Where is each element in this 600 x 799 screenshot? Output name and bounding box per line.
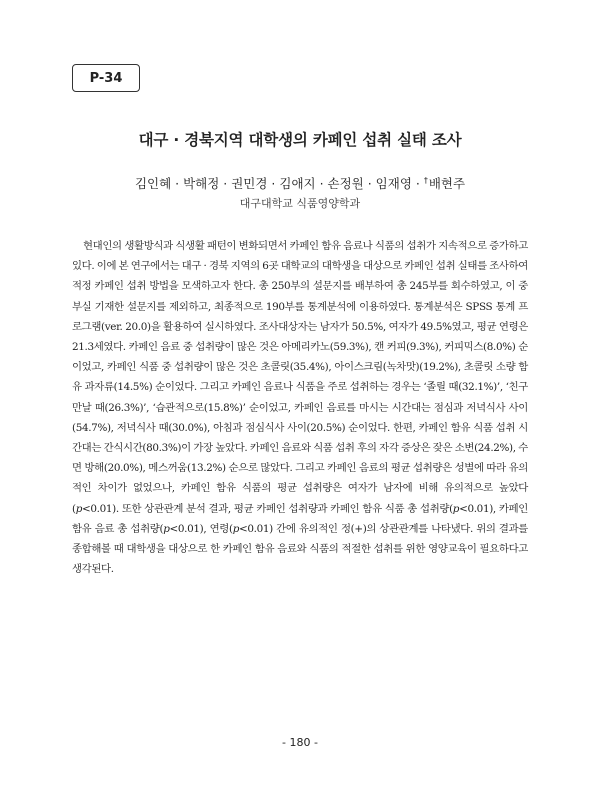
- author-affiliation: 대구대학교 식품영양학과: [239, 197, 361, 210]
- corresponding-author-mark: †: [423, 176, 428, 185]
- poster-number-badge: P-34: [72, 64, 140, 92]
- paper-title: 대구 · 경북지역 대학생의 카페인 섭취 실태 조사: [138, 131, 462, 149]
- corresponding-author-name: 배현주: [428, 176, 466, 191]
- author-names: 김인혜 · 박해정 · 권민경 · 김애지 · 손정원 · 임재영 ·: [134, 176, 424, 191]
- abstract-body: 현대인의 생활방식과 식생활 패턴이 변화되면서 카페인 함유 음료나 식품의 섭취가 지속적으로 증가하고 있다. 이에 본 연구에서는 대구 · 경북 지역의 6곳 대학교의 대학생을 대상으로 카페인 섭취 실태를 조사하여 적정 카페인 섭취 방법을 모색하고자 한다. 총 250부의 설문지를 배부하여 총 245부를 회수하였고, 이 중 부실 기재한 설문지를 제외하고, 최종적으로 190부를 통계분석에 이용하였다. 통계분석은 SPSS 통계 프로그램(ver. 20.0)을 활용하여 실시하였다. 조사대상자는 남자가 50.5%, 여자가 49.5%였고, 평균 연령은 21.3세였다. 카페인 음료 중 섭취량이 많은 것은 아메리카노(59.3%), 캔 커피(9.3%), 커피믹스(8.0%) 순이었고, 카페인 식품 중 섭취량이 많은 것은 초콜릿(35.4%), 아이스크림(녹차맛)(19.2%), 초콜릿 소량 함유 과자류(14.5%) 순이었다. 그리고 카페인 음료나 식품을 주로 섭취하는 경우는 ‘졸릴 때(32.1%)’, ‘친구 만날 때(26.3%)’, ‘습관적으로(15.8%)’ 순이었고, 카페인 음료를 마시는 시간대는 점심과 저녁식사 사이(54.7%), 저녁식사 때(30.0%), 아침과 점심식사 사이(20.5%) 순이었다. 한편, 카페인 함유 식품 섭취 시간대는 간식시간(80.3%)이 가장 높았다. 카페인 음료와 식품 섭취 후의 자각 증상은 잦은 소변(24.2%), 수면 방해(20.0%), 메스꺼움(13.2%) 순으로 많았다. 그리고 카페인 음료의 평균 섭취량은 성별에 따라 유의적인 차이가 없었으나, 카페인 함유 식품의 평균 섭취량은 여자가 남자에 비해 유의적으로 높았다(p<0.01). 또한 상관관계 분석 결과, 평균 카페인 섭취량과 카페인 함유 식품 총 섭취량(p<0.01), 카페인 함유 음료 총 섭취량(p<0.01), 연령(p<0.01) 간에 유의적인 정(+)의 상관관계를 나타냈다. 위의 결과를 종합해볼 때 대학생을 대상으로 한 카페인 함유 음료와 식품의 적절한 섭취를 위한 영양교육이 필요하다고 생각된다.: [72, 240, 528, 576]
- author-list: [0, 174, 600, 192]
- page-number: - 180 -: [282, 736, 318, 749]
